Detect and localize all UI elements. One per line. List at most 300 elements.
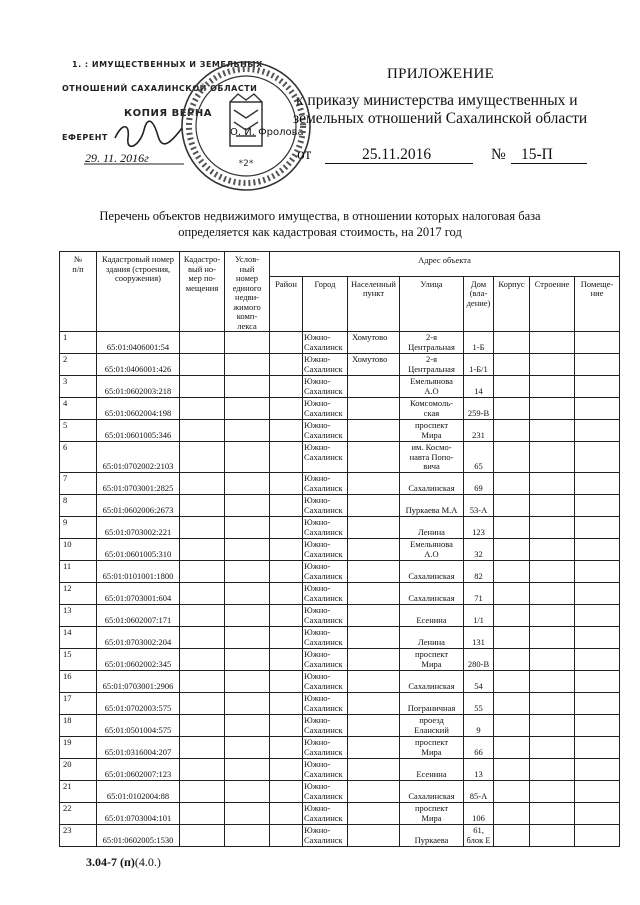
cell-conditional-number [225, 737, 270, 759]
cell-num-text: 1 [63, 332, 68, 342]
cell-city-text: Южно- [304, 627, 331, 637]
cell-num [60, 693, 97, 715]
cell-room-cadastral [180, 825, 225, 847]
cell-cadastral-text: 65:01:0406001:54 [106, 341, 170, 352]
cell-settlement [348, 539, 400, 561]
table-row [60, 781, 620, 803]
table-row [60, 332, 620, 354]
cell-room-cadastral [180, 561, 225, 583]
cell-room [575, 473, 620, 495]
cell-korpus [494, 671, 530, 693]
cell-settlement [348, 627, 400, 649]
cell-settlement [348, 332, 400, 354]
cell-room [575, 671, 620, 693]
cell-city [303, 627, 348, 649]
cell-city-text: Сахалинск [304, 364, 343, 374]
cell-city-text: Южно- [304, 737, 331, 747]
cell-num [60, 561, 97, 583]
cell-room-cadastral [180, 627, 225, 649]
cell-city-text: Южно- [304, 332, 331, 342]
cell-house-text: 54 [474, 680, 483, 691]
stamp-copy-true: КОПИЯ ВЕРНА [124, 108, 212, 119]
cell-district [270, 376, 303, 398]
cell-stroenie [530, 354, 575, 376]
cell-room [575, 332, 620, 354]
cell-house [464, 671, 494, 693]
h-cond-line: ный [239, 263, 255, 274]
cell-conditional-number [225, 332, 270, 354]
cell-room-cadastral [180, 781, 225, 803]
cell-settlement [348, 473, 400, 495]
cell-district [270, 517, 303, 539]
cell-cadastral [97, 715, 180, 737]
cell-cadastral-text: 65:01:0602003:218 [104, 385, 172, 396]
cell-city-text: Южно- [304, 649, 331, 659]
cell-stroenie [530, 627, 575, 649]
cell-settlement [348, 561, 400, 583]
table-row [60, 376, 620, 398]
cell-city-text: Сахалинск [304, 452, 343, 462]
cell-korpus [494, 627, 530, 649]
cell-stroenie [530, 781, 575, 803]
cell-num-text: 19 [63, 737, 72, 747]
cell-street [400, 715, 464, 737]
date-underline [84, 161, 184, 167]
cell-conditional-number [225, 803, 270, 825]
cell-house [464, 627, 494, 649]
cell-num-text: 6 [63, 442, 68, 452]
cell-korpus [494, 583, 530, 605]
cell-cadastral-text: 65:01:0602007:171 [104, 614, 172, 625]
cell-street [400, 583, 464, 605]
cell-stroenie [530, 539, 575, 561]
cell-num-text: 4 [63, 398, 68, 408]
cell-district [270, 398, 303, 420]
cell-num-text: 2 [63, 354, 68, 364]
cell-street-text: проспект [414, 737, 449, 747]
cell-cadastral-text: 65:01:0602005:1530 [102, 834, 174, 845]
cell-house-text: 53-А [469, 504, 488, 515]
cell-street-text: А.О [424, 385, 439, 396]
list-heading-line-1: Перечень объектов недвижимого имущества, в отношении которых налоговая база [99, 209, 541, 223]
cell-num [60, 583, 97, 605]
cell-street-text: Центральная [408, 341, 455, 352]
cell-cadastral [97, 473, 180, 495]
cell-cadastral-text: 65:01:0703002:221 [104, 526, 172, 537]
cell-street [400, 693, 464, 715]
cell-stroenie [530, 376, 575, 398]
cell-house-text: 1/1 [473, 614, 484, 625]
cell-district [270, 825, 303, 847]
cell-conditional-number [225, 398, 270, 420]
cell-room [575, 517, 620, 539]
stamp-date: 29. 11. 2016г [85, 151, 149, 165]
cell-stroenie [530, 517, 575, 539]
cell-conditional-number [225, 473, 270, 495]
cell-settlement [348, 495, 400, 517]
table-row [60, 442, 620, 473]
cell-korpus [494, 759, 530, 781]
cell-stroenie [530, 803, 575, 825]
cell-korpus [494, 398, 530, 420]
col-header-address: Адрес объекта [270, 252, 620, 277]
cell-city-text: Сахалинск [304, 505, 343, 515]
cell-settlement [348, 693, 400, 715]
cell-street [400, 354, 464, 376]
cell-house-text: 106 [472, 812, 485, 823]
cell-street-text: Пуркаева [414, 834, 449, 845]
cell-room-cadastral [180, 398, 225, 420]
cell-street-text: им. Космо- [411, 442, 452, 452]
cell-cadastral [97, 442, 180, 473]
cell-cadastral-text: 65:01:0601005:310 [104, 548, 172, 559]
cell-street [400, 671, 464, 693]
cell-house [464, 715, 494, 737]
h-cond-line: лекса [237, 320, 257, 331]
cell-num-text: 11 [63, 561, 72, 571]
cell-district [270, 759, 303, 781]
cell-room-cadastral [180, 759, 225, 781]
cell-num-text: 8 [63, 495, 68, 505]
appendix-num: 15-П [521, 146, 553, 163]
cell-num-text: 16 [63, 671, 72, 681]
cell-city-text: Южно- [304, 539, 331, 549]
cell-street [400, 332, 464, 354]
cell-house-text: 280-В [467, 658, 490, 669]
col-header-stroenie: Строение [530, 276, 575, 331]
cell-house-text: 259-В [467, 407, 490, 418]
cell-street [400, 539, 464, 561]
cell-num [60, 442, 97, 473]
cell-num-text: 20 [63, 759, 72, 769]
stamp-line-2: ОТНОШЕНИЙ САХАЛИНСКОЙ ОБЛАСТИ [62, 84, 258, 93]
cell-street-text: Есенина [416, 614, 447, 625]
cell-city [303, 561, 348, 583]
cell-street-text: Сахалинская [408, 570, 455, 581]
cell-stroenie [530, 442, 575, 473]
cell-city-text: Южно- [304, 398, 331, 408]
cell-cadastral [97, 627, 180, 649]
cell-district [270, 539, 303, 561]
cell-stroenie [530, 420, 575, 442]
cell-cadastral-text: 65:01:0602007:123 [104, 768, 172, 779]
table-row [60, 803, 620, 825]
cell-cadastral [97, 561, 180, 583]
cell-house-text: блок Е [466, 835, 491, 845]
cell-conditional-number [225, 825, 270, 847]
table-row [60, 583, 620, 605]
cell-city-text: Сахалинск [304, 659, 343, 669]
list-heading-line-2: определяется как кадастровая стоимость, на 2017 год [178, 225, 462, 239]
cell-conditional-number [225, 649, 270, 671]
cell-settlement [348, 803, 400, 825]
cell-num-text: 9 [63, 517, 68, 527]
cell-street [400, 649, 464, 671]
cell-conditional-number [225, 583, 270, 605]
cell-stroenie [530, 583, 575, 605]
cell-korpus [494, 605, 530, 627]
cell-city-text: Южно- [304, 759, 331, 769]
cell-room-cadastral [180, 583, 225, 605]
cell-city [303, 759, 348, 781]
cell-house-text: 71 [474, 592, 483, 603]
stamp-referent: ЕФЕРЕНТ [62, 133, 108, 142]
h-cad-line: здания (строения, [105, 263, 171, 274]
cell-room-cadastral [180, 715, 225, 737]
cell-city [303, 825, 348, 847]
cell-room [575, 495, 620, 517]
cell-cadastral [97, 671, 180, 693]
cell-city [303, 605, 348, 627]
cell-house [464, 354, 494, 376]
cell-num-text: 22 [63, 803, 72, 813]
cell-district [270, 737, 303, 759]
col-header-cadastral [97, 252, 180, 332]
cell-city-text: Южно- [304, 781, 331, 791]
cell-street [400, 398, 464, 420]
cell-house-text: 1-Б [472, 341, 485, 352]
objects-table [59, 251, 620, 847]
form-code-main: 3.04-7 (п) [86, 855, 135, 869]
table-row [60, 825, 620, 847]
cell-city-text: Сахалинск [304, 342, 343, 352]
cell-conditional-number [225, 442, 270, 473]
cell-num-text: 21 [63, 781, 72, 791]
cell-stroenie [530, 671, 575, 693]
cell-num-text: 14 [63, 627, 72, 637]
cell-city [303, 737, 348, 759]
cell-district [270, 649, 303, 671]
cell-house-text: 123 [472, 526, 485, 537]
cell-room [575, 376, 620, 398]
cell-cadastral [97, 803, 180, 825]
cell-korpus [494, 539, 530, 561]
cell-street-text: Ленина [418, 526, 445, 537]
cell-city-text: Сахалинск [304, 571, 343, 581]
cell-room-cadastral [180, 693, 225, 715]
cell-district [270, 442, 303, 473]
cell-house-text: 32 [474, 548, 483, 559]
cell-city-text: Сахалинск [304, 637, 343, 647]
cell-stroenie [530, 759, 575, 781]
cell-num-text: 13 [63, 605, 72, 615]
cell-street-text: проезд [419, 715, 444, 725]
cell-room-cadastral [180, 495, 225, 517]
cell-cadastral-text: 65:01:0602004:198 [104, 407, 172, 418]
cell-district [270, 715, 303, 737]
cell-district [270, 671, 303, 693]
appendix-num-underline [511, 163, 587, 164]
cell-settlement [348, 354, 400, 376]
cell-city-text: Южно- [304, 354, 331, 364]
cell-num [60, 354, 97, 376]
cell-cadastral-text: 65:01:0601005:346 [104, 429, 172, 440]
col-header-korpus: Корпус [494, 276, 530, 331]
cell-cadastral-text: 65:01:0101001:1800 [102, 570, 174, 581]
cell-room-cadastral [180, 420, 225, 442]
cell-cadastral-text: 65:01:0703004:101 [104, 812, 172, 823]
cell-street-text: Центральная [408, 363, 455, 374]
cell-cadastral [97, 354, 180, 376]
cell-room [575, 737, 620, 759]
cell-city-text: Южно- [304, 715, 331, 725]
cell-room-cadastral [180, 473, 225, 495]
cell-city-text: Южно- [304, 420, 331, 430]
cell-room-cadastral [180, 737, 225, 759]
cell-street-text: Мира [421, 746, 442, 757]
cell-num [60, 495, 97, 517]
cell-house [464, 495, 494, 517]
cell-settlement [348, 737, 400, 759]
cell-house-text: 61, [473, 825, 484, 835]
table-row [60, 495, 620, 517]
cell-house [464, 605, 494, 627]
cell-street [400, 781, 464, 803]
cell-street-text: Есенина [416, 768, 447, 779]
cell-num [60, 649, 97, 671]
cell-cadastral [97, 649, 180, 671]
cell-room [575, 825, 620, 847]
cell-room [575, 693, 620, 715]
cell-house [464, 759, 494, 781]
cell-street-text: Сахалинская [408, 592, 455, 603]
cell-korpus [494, 420, 530, 442]
cell-num [60, 420, 97, 442]
cell-city [303, 715, 348, 737]
cell-cadastral [97, 376, 180, 398]
cell-street [400, 517, 464, 539]
cell-city-text: Южно- [304, 583, 331, 593]
cell-cadastral-text: 65:01:0703001:2906 [102, 680, 174, 691]
cell-korpus [494, 825, 530, 847]
cell-stroenie [530, 715, 575, 737]
cell-room [575, 759, 620, 781]
h-num-line: п/п [72, 263, 84, 274]
cell-city-text: Сахалинск [304, 593, 343, 603]
cell-num [60, 627, 97, 649]
cell-city-text: Южно- [304, 803, 331, 813]
cell-room [575, 561, 620, 583]
cell-conditional-number [225, 376, 270, 398]
cell-city-text: Сахалинск [304, 813, 343, 823]
cell-street-text: проспект [414, 803, 449, 813]
col-header-settlement [348, 276, 400, 331]
cell-stroenie [530, 825, 575, 847]
cell-cadastral-text: 65:01:0501004:575 [104, 724, 172, 735]
cell-cadastral [97, 539, 180, 561]
cell-street [400, 737, 464, 759]
cell-stroenie [530, 737, 575, 759]
cell-district [270, 473, 303, 495]
cell-num [60, 759, 97, 781]
table-row [60, 693, 620, 715]
cell-city-text: Сахалинск [304, 615, 343, 625]
cell-cadastral [97, 398, 180, 420]
cell-room [575, 583, 620, 605]
cell-street-text: 2-я [426, 332, 437, 342]
cell-num-text: 23 [63, 825, 72, 835]
cell-num [60, 473, 97, 495]
cell-room-cadastral [180, 354, 225, 376]
cell-city-text: Сахалинск [304, 769, 343, 779]
cell-stroenie [530, 398, 575, 420]
cell-num-text: 10 [63, 539, 72, 549]
cell-city-text: Сахалинск [304, 483, 343, 493]
cell-street-text: Мира [421, 658, 442, 669]
cell-house-text: 14 [474, 385, 483, 396]
table-row [60, 627, 620, 649]
cell-city-text: Сахалинск [304, 408, 343, 418]
cell-stroenie [530, 495, 575, 517]
cell-street [400, 442, 464, 473]
svg-text:*2*: *2* [238, 159, 254, 169]
cell-house [464, 561, 494, 583]
cell-street-text: Комсомоль- [409, 398, 454, 408]
appendix-date-prefix: от [297, 146, 312, 163]
cell-settlement [348, 398, 400, 420]
cell-cadastral [97, 420, 180, 442]
cell-city [303, 517, 348, 539]
cell-room-cadastral [180, 332, 225, 354]
cell-city [303, 495, 348, 517]
cell-city-text: Южно- [304, 693, 331, 703]
cell-num-text: 5 [63, 420, 68, 430]
cell-cadastral-text: 65:01:0703002:204 [104, 636, 172, 647]
cell-stroenie [530, 693, 575, 715]
cell-num [60, 605, 97, 627]
cell-korpus [494, 649, 530, 671]
cell-settlement [348, 781, 400, 803]
appendix-line-2: земельных отношений Сахалинской области [293, 110, 588, 127]
cell-cadastral [97, 332, 180, 354]
h-num-line: № [73, 254, 83, 264]
cell-city-text: Южно- [304, 605, 331, 615]
cell-city-text: Сахалинск [304, 386, 343, 396]
col-header-house [464, 276, 494, 331]
cell-cadastral-text: 65:01:0102004:88 [106, 790, 170, 801]
cell-room [575, 605, 620, 627]
cell-house [464, 420, 494, 442]
form-code [86, 855, 161, 870]
cell-cadastral [97, 781, 180, 803]
cell-num-text: 15 [63, 649, 72, 659]
cell-conditional-number [225, 605, 270, 627]
cell-street-text: Ленина [418, 636, 445, 647]
cell-street-text: ская [423, 407, 440, 418]
cell-street [400, 420, 464, 442]
cell-street-text: Пуркаева М.А [405, 504, 458, 515]
h-cond-line: номер [235, 273, 259, 283]
cell-conditional-number [225, 539, 270, 561]
cell-num-text: 17 [63, 693, 72, 703]
cell-city-text: Сахалинск [304, 725, 343, 735]
cell-korpus [494, 473, 530, 495]
cell-settlement-text: Хомутово [352, 354, 388, 364]
cell-korpus [494, 803, 530, 825]
cell-korpus [494, 495, 530, 517]
cell-room-cadastral [180, 671, 225, 693]
cell-street-text: Емельянова [410, 539, 453, 549]
h-settlement-line: пункт [362, 288, 385, 299]
cell-city-text: Южно- [304, 376, 331, 386]
cell-district [270, 354, 303, 376]
cell-room-cadastral [180, 517, 225, 539]
table-row [60, 737, 620, 759]
cell-cadastral [97, 583, 180, 605]
h-cond-line: Услов- [234, 254, 260, 264]
cell-street-text: Сахалинская [408, 680, 455, 691]
cell-korpus [494, 693, 530, 715]
